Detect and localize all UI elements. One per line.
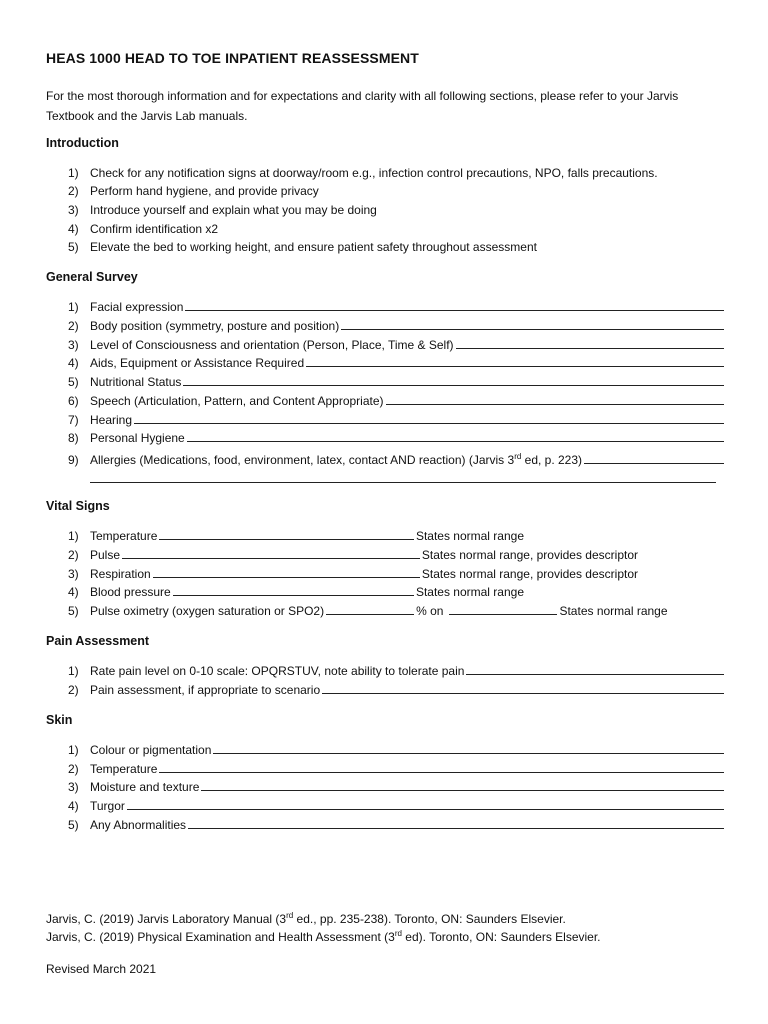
form-row: 5) Nutritional Status (46, 373, 726, 391)
form-row: 4) Turgor (46, 797, 726, 815)
fill-in-line[interactable] (466, 662, 724, 675)
section-heading-vital-signs: Vital Signs (46, 499, 110, 513)
form-row: 1) Facial expression (46, 298, 726, 316)
fill-in-line[interactable] (449, 602, 557, 615)
fill-in-line[interactable] (188, 816, 724, 829)
fill-in-line-continuation[interactable] (90, 482, 716, 483)
fill-in-line[interactable] (306, 354, 724, 367)
form-row: 3) Respiration States normal range, provides descriptor (68, 567, 638, 581)
fill-in-line[interactable] (159, 527, 414, 540)
fill-in-line[interactable] (173, 583, 414, 596)
form-row: 1) Rate pain level on 0-10 scale: OPQRSTUV, note ability to tolerate pain (46, 662, 726, 680)
form-row: 6) Speech (Articulation, Pattern, and Content Appropriate) (46, 392, 726, 410)
form-row: 5) Any Abnormalities (46, 816, 726, 834)
form-row: 2) Temperature (46, 760, 726, 778)
fill-in-line[interactable] (584, 451, 724, 464)
revision-note: Revised March 2021 (46, 962, 157, 976)
fill-in-line[interactable] (201, 778, 724, 791)
form-row: 4) Aids, Equipment or Assistance Required (46, 354, 726, 372)
form-row: 3) Moisture and texture (46, 778, 726, 796)
list-item: 1) Check for any notification signs at doorway/room e.g., infection control precautions, NPO, falls precautions. (68, 166, 658, 180)
fill-in-line[interactable] (153, 565, 420, 578)
section-heading-skin: Skin (46, 713, 73, 727)
section-heading-introduction: Introduction (46, 136, 119, 150)
fill-in-line[interactable] (127, 797, 724, 810)
fill-in-line[interactable] (213, 741, 724, 754)
form-row: 2) Pain assessment, if appropriate to scenario (46, 681, 726, 699)
fill-in-line[interactable] (183, 373, 724, 386)
form-row: 1) Temperature States normal range (68, 529, 524, 543)
fill-in-line[interactable] (134, 411, 724, 424)
document-title: HEAS 1000 HEAD TO TOE INPATIENT REASSESSMENT (46, 50, 419, 66)
fill-in-line[interactable] (341, 317, 724, 330)
reference-entry: Jarvis, C. (2019) Jarvis Laboratory Manual (3rd ed., pp. 235-238). Toronto, ON: Saunders Elsevier. (46, 911, 566, 926)
form-row: 3) Level of Consciousness and orientation (Person, Place, Time & Self) (46, 336, 726, 354)
fill-in-line[interactable] (122, 546, 420, 559)
fill-in-line[interactable] (159, 760, 724, 773)
section-heading-general-survey: General Survey (46, 270, 138, 284)
fill-in-line[interactable] (187, 429, 724, 442)
form-row: 7) Hearing (46, 411, 726, 429)
form-row: 9) Allergies (Medications, food, environment, latex, contact AND reaction) (Jarvis 3rd ed, p. 223) (46, 448, 726, 466)
form-row: 5) Pulse oximetry (oxygen saturation or SPO2) % on States normal range (68, 604, 668, 618)
fill-in-line[interactable] (322, 681, 724, 694)
section-heading-pain-assessment: Pain Assessment (46, 634, 150, 648)
intro-paragraph: For the most thorough information and for expectations and clarity with all following sections, please refer to your Jarvis Textbook and the Jarvis Lab manuals. (46, 89, 679, 123)
fill-in-line[interactable] (185, 298, 724, 311)
form-row: 1) Colour or pigmentation (46, 741, 726, 759)
fill-in-line[interactable] (326, 602, 414, 615)
list-item: 2) Perform hand hygiene, and provide privacy (68, 184, 319, 198)
list-item: 4) Confirm identification x2 (68, 222, 219, 236)
form-row: 4) Blood pressure States normal range (68, 585, 524, 599)
form-row: 8) Personal Hygiene (46, 429, 726, 447)
fill-in-line[interactable] (456, 336, 724, 349)
list-item: 3) Introduce yourself and explain what you may be doing (68, 203, 377, 217)
list-item: 5) Elevate the bed to working height, and ensure patient safety throughout assessment (68, 240, 537, 254)
fill-in-line[interactable] (386, 392, 724, 405)
form-row: 2) Body position (symmetry, posture and position) (46, 317, 726, 335)
form-row: 2) Pulse States normal range, provides descriptor (68, 548, 638, 562)
reference-entry: Jarvis, C. (2019) Physical Examination and Health Assessment (3rd ed). Toronto, ON: Saunders Elsevier. (46, 929, 601, 944)
